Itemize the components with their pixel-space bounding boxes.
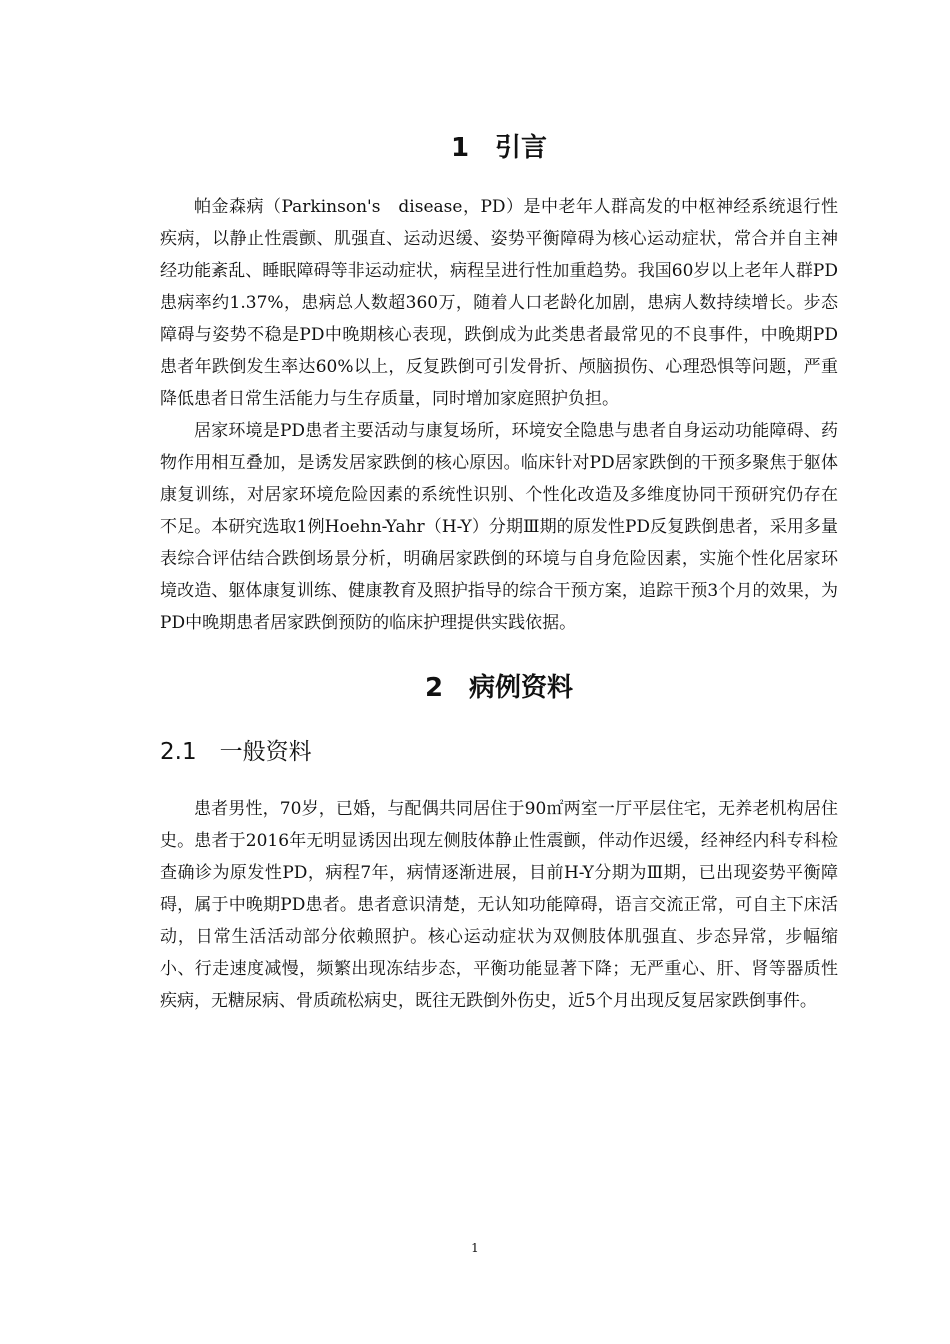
section-heading-case-data: 2 病例资料	[424, 673, 574, 703]
section-heading-introduction: 1 引言	[450, 133, 548, 163]
body-paragraph: 帕金森病（Parkinson's disease，PD）是中老年人群高发的中枢神经系统退行性疾病，以静止性震颤、肌强直、运动迟缓、姿势平衡障碍为核心运动症状，常合并自主神经功能紊乱、睡眠障碍等非运动症状，病程呈进行性加重趋势。我国60岁以上老年人群PD患病率约1.37%，患病总人数超360万，随着人口老龄化加剧，患病人数持续增长。步态障碍与姿势不稳是PD中晚期核心表现，跌倒成为此类患者最常见的不良事件，中晚期PD患者年跌倒发生率达60%以上，反复跌倒可引发骨折、颅脑损伤、心理恐惧等问题，严重降低患者日常生活能力与生存质量，同时增加家庭照护负担。	[160, 197, 838, 409]
subsection-heading-general-data: 2.1 一般资料	[160, 739, 312, 765]
body-paragraph: 居家环境是PD患者主要活动与康复场所，环境安全隐患与患者自身运动功能障碍、药物作用相互叠加，是诱发居家跌倒的核心原因。临床针对PD居家跌倒的干预多聚焦于躯体康复训练，对居家环境危险因素的系统性识别、个性化改造及多维度协同干预研究仍存在不足。本研究选取1例Hoehn-Yahr（H-Y）分期Ⅲ期的原发性PD反复跌倒患者，采用多量表综合评估结合跌倒场景分析，明确居家跌倒的环境与自身危险因素，实施个性化居家环境改造、躯体康复训练、健康教育及照护指导的综合干预方案，追踪干预3个月的效果，为PD中晚期患者居家跌倒预防的临床护理提供实践依据。	[160, 421, 838, 633]
body-paragraph: 患者男性，70岁，已婚，与配偶共同居住于90㎡两室一厅平层住宅，无养老机构居住史。患者于2016年无明显诱因出现左侧肢体静止性震颤，伴动作迟缓，经神经内科专科检查确诊为原发性PD，病程7年，病情逐渐进展，目前H-Y分期为Ⅲ期，已出现姿势平衡障碍，属于中晚期PD患者。患者意识清楚，无认知功能障碍，语言交流正常，可自主下床活动，日常生活活动部分依赖照护。核心运动症状为双侧肢体肌强直、步态异常，步幅缩小、行走速度减慢，频繁出现冻结步态，平衡功能显著下降；无严重心、肝、肾等器质性疾病，无糖尿病、骨质疏松病史，既往无跌倒外伤史，近5个月出现反复居家跌倒事件。	[160, 799, 838, 1011]
page-body	[160, 126, 838, 1017]
page-number: 1	[471, 1241, 479, 1255]
